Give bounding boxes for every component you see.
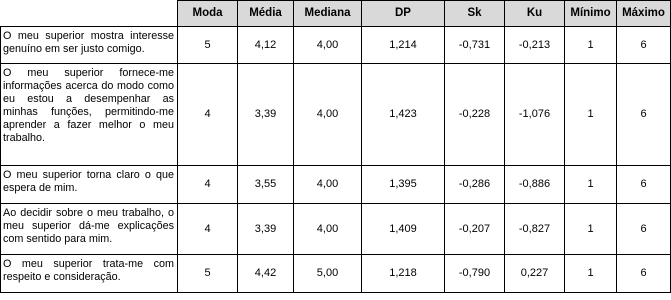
item-text: O meu superior trata-me com respeito e consideração. (1, 255, 178, 293)
cell-maximo: 6 (617, 255, 671, 293)
cell-ku: -0,827 (505, 204, 565, 255)
cell-dp: 1,395 (362, 166, 445, 204)
cell-maximo: 6 (617, 64, 671, 166)
cell-ku: 0,227 (505, 255, 565, 293)
cell-moda: 5 (178, 255, 238, 293)
cell-sk: -0,207 (445, 204, 505, 255)
cell-media: 3,39 (238, 64, 294, 166)
cell-mediana: 4,00 (294, 64, 362, 166)
table-row (1, 64, 671, 166)
cell-mediana: 4,00 (294, 204, 362, 255)
cell-minimo: 1 (565, 27, 617, 64)
cell-mediana: 5,00 (294, 255, 362, 293)
item-text: Ao decidir sobre o meu trabalho, o meu superior dá-me explicações com sentido para mim. (1, 204, 178, 255)
cell-moda: 4 (178, 64, 238, 166)
table-row (1, 204, 671, 255)
cell-maximo: 6 (617, 204, 671, 255)
cell-media: 3,39 (238, 204, 294, 255)
cell-ku: -0,213 (505, 27, 565, 64)
cell-dp: 1,214 (362, 27, 445, 64)
cell-mediana: 4,00 (294, 166, 362, 204)
item-text: O meu superior mostra interesse genuíno em ser justo comigo. (1, 27, 178, 64)
header-dp: DP (362, 1, 445, 27)
header-maximo: Máximo (617, 1, 671, 27)
cell-minimo: 1 (565, 166, 617, 204)
header-row (1, 1, 671, 27)
cell-dp: 1,423 (362, 64, 445, 166)
cell-ku: -1,076 (505, 64, 565, 166)
cell-media: 4,12 (238, 27, 294, 64)
cell-moda: 5 (178, 27, 238, 64)
cell-sk: -0,228 (445, 64, 505, 166)
table-row (1, 27, 671, 64)
cell-minimo: 1 (565, 64, 617, 166)
table-row (1, 255, 671, 293)
header-mediana: Mediana (294, 1, 362, 27)
table-row (1, 166, 671, 204)
cell-maximo: 6 (617, 166, 671, 204)
header-moda: Moda (178, 1, 238, 27)
header-media: Média (238, 1, 294, 27)
cell-sk: -0,790 (445, 255, 505, 293)
cell-mediana: 4,00 (294, 27, 362, 64)
cell-ku: -0,886 (505, 166, 565, 204)
cell-media: 3,55 (238, 166, 294, 204)
cell-dp: 1,409 (362, 204, 445, 255)
header-sk: Sk (445, 1, 505, 27)
header-minimo: Mínimo (565, 1, 617, 27)
cell-minimo: 1 (565, 255, 617, 293)
corner-cell (1, 1, 178, 27)
item-text: O meu superior torna claro o que espera de mim. (1, 166, 178, 204)
cell-moda: 4 (178, 204, 238, 255)
cell-dp: 1,218 (362, 255, 445, 293)
header-ku: Ku (505, 1, 565, 27)
cell-sk: -0,286 (445, 166, 505, 204)
cell-sk: -0,731 (445, 27, 505, 64)
cell-minimo: 1 (565, 204, 617, 255)
cell-media: 4,42 (238, 255, 294, 293)
item-text: O meu superior fornece-me informações acerca do modo como eu estou a desempenhar as minhas funções, permitindo-me aprender a fazer melhor o meu trabalho. (1, 64, 178, 166)
cell-maximo: 6 (617, 27, 671, 64)
cell-moda: 4 (178, 166, 238, 204)
